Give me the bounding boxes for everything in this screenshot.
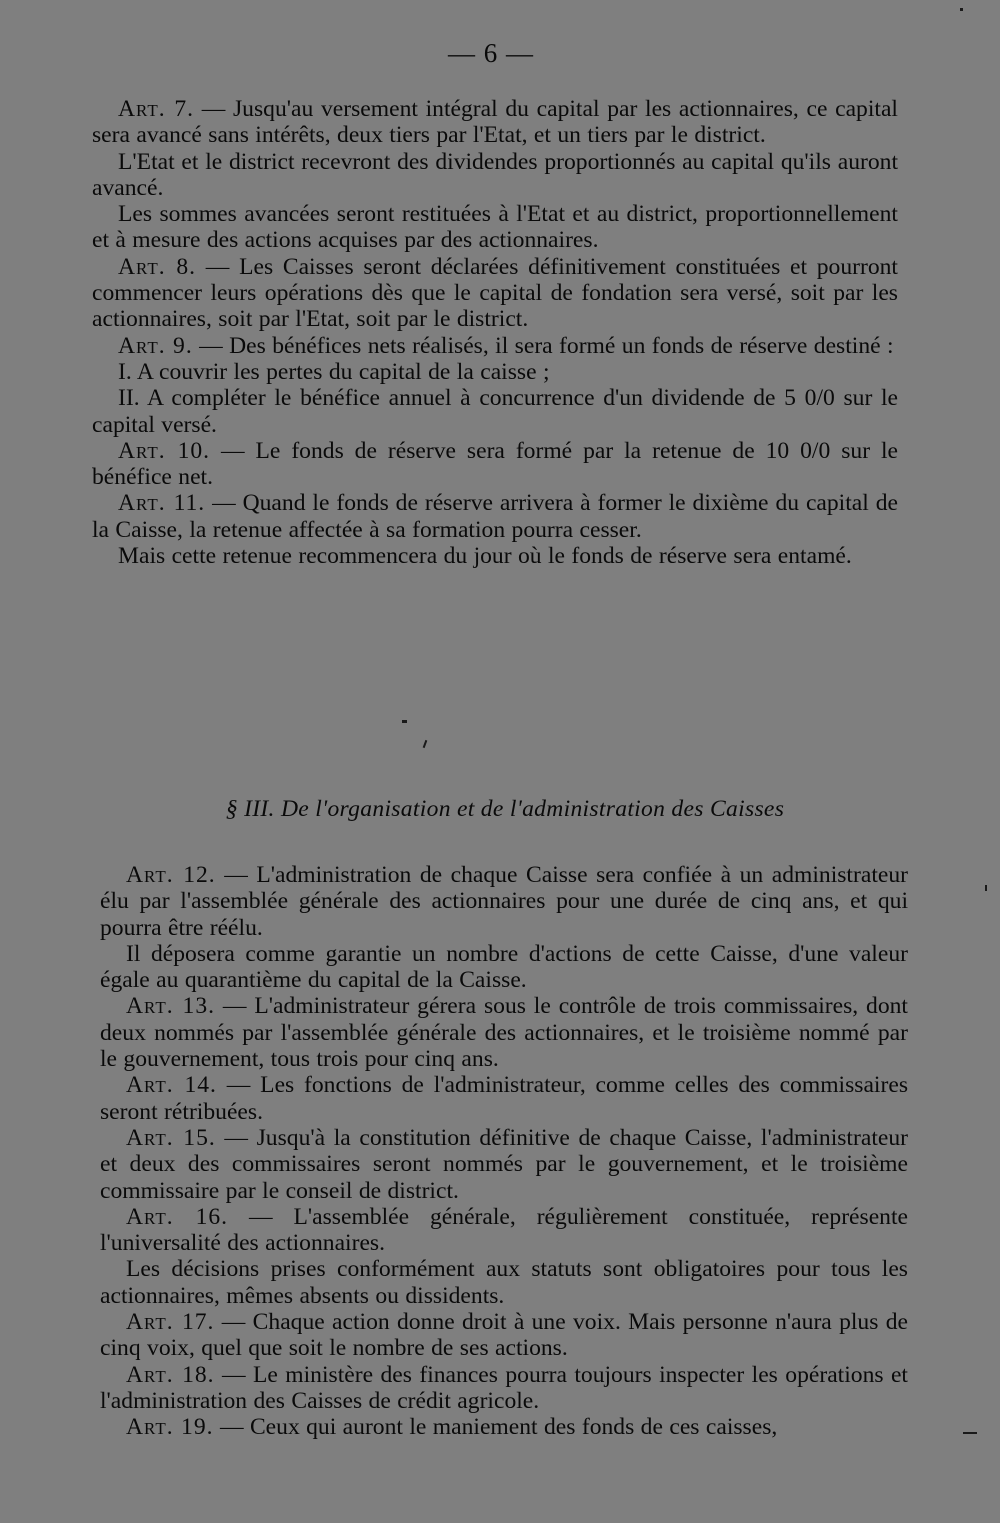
paragraph-text: — Chaque action donne droit à une voix. Mais personne n'aura plus de cinq voix, quel que soit le nombre de ses actions.: [100, 1309, 908, 1362]
article-label: Art. 17.: [126, 1309, 215, 1336]
paragraph-text: Les sommes avancées seront restituées à l'Etat et au district, proportionnellement et à mesure des actions acquises par des actionnaires.: [92, 201, 898, 254]
paragraph: [100, 1204, 908, 1257]
paragraph: [100, 993, 908, 1072]
page-number: — 6 —: [448, 38, 534, 68]
paragraph-text: — Ceux qui auront le maniement des fonds de ces caisses,: [213, 1414, 778, 1441]
paragraph-text: Il déposera comme garantie un nombre d'actions de cette Caisse, d'une valeur égale au quarantième du capital de la Caisse.: [100, 940, 908, 994]
scan-speck: [985, 885, 987, 891]
article-label: Art. 11.: [118, 490, 206, 517]
paragraph-text: — Jusqu'à la constitution définitive de chaque Caisse, l'administrateur et deux des commissaires seront nommés par le gouvernement, et le troisième commissaire par le conseil de district.: [100, 1124, 908, 1204]
paragraph: [100, 1414, 908, 1440]
article-label: Art. 8.: [118, 253, 197, 280]
article-label: Art. 13.: [126, 993, 216, 1020]
paragraph: [92, 438, 898, 491]
paragraph-text: Les décisions prises conformément aux statuts sont obligatoires pour tous les actionnaires, mêmes absents ou dissidents.: [100, 1256, 908, 1309]
paragraph-text: — Le fonds de réserve sera formé par la retenue de 10 0/0 sur le bénéfice net.: [92, 437, 899, 491]
article-label: Art. 19.: [126, 1414, 214, 1441]
paragraph-text: — Jusqu'au versement intégral du capital par les actionnaires, ce capital sera avancé sans intérêts, deux tiers par l'Etat, et un tiers par le district.: [92, 96, 898, 149]
paragraph-text: II. A compléter le bénéfice annuel à concurrence d'un dividende de 5 0/0 sur le capital versé.: [92, 385, 898, 438]
article-label: Art. 16.: [126, 1203, 229, 1230]
paragraph: [100, 941, 908, 994]
paragraph: [92, 96, 898, 149]
paragraph: [100, 1309, 908, 1362]
article-label: Art. 10.: [118, 437, 211, 464]
paragraph-text: — Les fonctions de l'administrateur, comme celles des commissaires seront rétribuées.: [100, 1072, 908, 1125]
paragraph-text: — Les Caisses seront déclarées définitivement constituées et pourront commencer leurs opérations dès que le capital de fondation sera versé, soit par les actionnaires, soit par l'Etat, soit par le district.: [92, 253, 898, 333]
paragraph: [92, 254, 898, 333]
article-label: Art. 9.: [118, 332, 193, 359]
paragraph: [100, 862, 908, 941]
paragraph: [92, 201, 898, 254]
article-label: Art. 18.: [126, 1361, 215, 1388]
paragraph-text: — Le ministère des finances pourra toujours inspecter les opérations et l'administration des Caisses de crédit agricole.: [100, 1361, 908, 1414]
scan-speck: [423, 740, 428, 748]
paragraph-text: L'Etat et le district recevront des dividendes proportionnés au capital qu'ils auront avancé.: [92, 148, 898, 201]
paragraph: [100, 1125, 908, 1204]
paragraph: [92, 149, 898, 202]
scan-speck: [402, 720, 407, 723]
text-block-articles-12-19: [100, 862, 908, 1441]
paragraph: [92, 490, 898, 543]
paragraph: [92, 359, 898, 385]
section-heading: § III. De l'organisation et de l'administration des Caisses: [225, 796, 785, 822]
article-label: Art. 14.: [126, 1072, 217, 1099]
paragraph-text: — L'administration de chaque Caisse sera confiée à un administrateur élu par l'assemblée générale des actionnaires pour une durée de cinq ans, et qui pourra être réélu.: [100, 862, 908, 941]
article-label: Art. 7.: [118, 96, 195, 122]
paragraph-text: — Quand le fonds de réserve arrivera à former le dixième du capital de la Caisse, la retenue affectée à sa formation pourra cesser.: [92, 490, 898, 543]
article-label: Art. 15.: [126, 1124, 216, 1151]
paragraph: [92, 543, 898, 569]
article-label: Art. 12.: [126, 862, 216, 888]
paragraph: [92, 333, 898, 359]
paragraph: [100, 1072, 908, 1125]
scan-speck: [963, 1432, 977, 1434]
paragraph-text: — Des bénéfices nets réalisés, il sera formé un fonds de réserve destiné :: [192, 332, 894, 359]
paragraph-text: — L'assemblée générale, régulièrement constituée, représente l'universalité des actionnaires.: [100, 1203, 909, 1257]
paragraph: [92, 385, 898, 438]
text-block-articles-7-11: [92, 96, 898, 569]
paragraph-text: Mais cette retenue recommencera du jour où le fonds de réserve sera entamé.: [118, 543, 852, 570]
paragraph: [100, 1256, 908, 1309]
scan-speck: [960, 8, 963, 11]
paragraph: [100, 1362, 908, 1415]
paragraph-text: — L'administrateur gérera sous le contrôle de trois commissaires, dont deux nommés par l'assemblée générale des actionnaires, et le troisième nommé par le gouvernement, tous trois pour cinq ans.: [100, 993, 908, 1073]
paragraph-text: I. A couvrir les pertes du capital de la caisse ;: [118, 358, 550, 385]
